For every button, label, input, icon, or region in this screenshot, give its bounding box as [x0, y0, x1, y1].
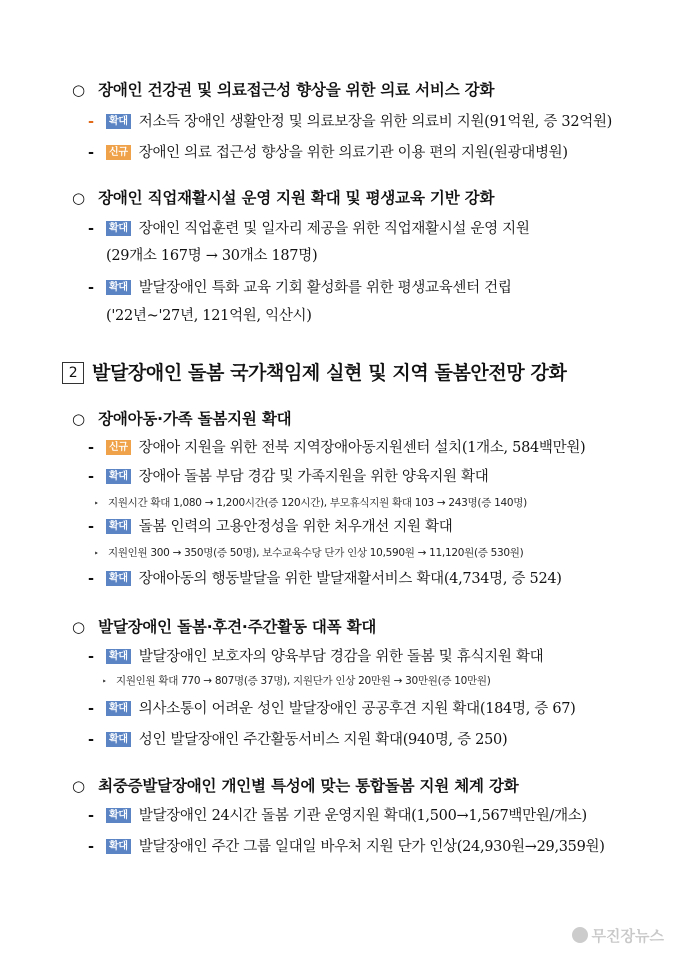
list-item-text: 발달장애인 보호자의 양육부담 경감을 위한 돌봄 및 휴식지원 확대 [138, 649, 544, 665]
note-text: 지원시간 확대 1,080 → 1,200시간(증 120시간), 부모휴식지원 확대 103 → 243명(증 140명) [108, 497, 527, 509]
list-item-continuation: (29개소 167명 → 30개소 187명) [106, 248, 318, 264]
triangle-bullet-icon: ‣ [94, 549, 99, 558]
status-badge: 신규 [106, 145, 131, 160]
status-badge: 확대 [106, 519, 131, 534]
section-title-text: 최중증발달장애인 개인별 특성에 맞는 통합돌봄 지원 체계 강화 [98, 777, 519, 795]
dash-bullet: - [88, 701, 94, 717]
section-title [72, 615, 376, 637]
dash-bullet: - [88, 440, 94, 456]
dash-bullet: - [88, 114, 94, 130]
circle-bullet: ○ [72, 189, 85, 207]
status-badge: 확대 [106, 808, 131, 823]
list-item-text: 의사소통이 어려운 성인 발달장애인 공공후견 지원 확대(184명, 증 67) [138, 701, 576, 717]
list-item [88, 110, 612, 131]
section-title [72, 78, 494, 100]
list-item [88, 567, 562, 588]
dash-bullet: - [88, 571, 94, 587]
chapter-heading-text: 발달장애인 돌봄 국가책임제 실현 및 지역 돌봄안전망 강화 [92, 362, 567, 384]
dash-bullet: - [88, 732, 94, 748]
list-item-text: 장애인 의료 접근성 향상을 위한 의료기관 이용 편의 지원(원광대병원) [138, 145, 568, 161]
circle-bullet: ○ [72, 410, 85, 428]
list-item [88, 217, 530, 238]
status-badge: 확대 [106, 649, 131, 664]
list-item [88, 835, 605, 856]
list-item-text: 발달장애인 24시간 돌봄 기관 운영지원 확대(1,500→1,567백만원/개소) [138, 808, 587, 824]
chapter-heading [62, 358, 566, 385]
status-badge: 확대 [106, 221, 131, 236]
list-item-text: 저소득 장애인 생활안정 및 의료보장을 위한 의료비 지원(91억원, 증 32억원) [138, 114, 613, 130]
note-text: 지원인원 300 → 350명(증 50명), 보수교육수당 단가 인상 10,590원 → 11,120원(증 530원) [108, 547, 524, 559]
status-badge: 확대 [106, 114, 131, 129]
list-item [88, 804, 587, 825]
list-item [88, 645, 543, 666]
list-item [88, 436, 585, 457]
watermark-text: 무진장뉴스 [591, 927, 664, 945]
dash-bullet: - [88, 469, 94, 485]
section-title [72, 407, 291, 429]
list-item [88, 515, 452, 536]
list-item-text: 장애아 돌봄 부담 경감 및 가족지원을 위한 양육지원 확대 [138, 469, 489, 485]
chapter-number-box: 2 [62, 362, 84, 384]
list-item-continuation: ('22년~'27년, 121억원, 익산시) [106, 308, 312, 324]
list-item-note [94, 495, 527, 510]
triangle-bullet-icon: ‣ [102, 677, 107, 686]
list-item-text: 장애아동의 행동발달을 위한 발달재활서비스 확대(4,734명, 증 524) [138, 571, 562, 587]
list-item-text: 돌봄 인력의 고용안정성을 위한 처우개선 지원 확대 [138, 519, 453, 535]
status-badge: 확대 [106, 839, 131, 854]
status-badge: 확대 [106, 732, 131, 747]
watermark-logo-icon [572, 927, 588, 943]
status-badge: 신규 [106, 440, 131, 455]
status-badge: 확대 [106, 469, 131, 484]
circle-bullet: ○ [72, 618, 85, 636]
section-title-text: 장애인 직업재활시설 운영 지원 확대 및 평생교육 기반 강화 [98, 189, 495, 207]
triangle-bullet-icon: ‣ [94, 499, 99, 508]
list-item [88, 465, 488, 486]
status-badge: 확대 [106, 701, 131, 716]
list-item [88, 276, 512, 297]
list-item [88, 728, 507, 749]
list-item-text: 장애인 직업훈련 및 일자리 제공을 위한 직업재활시설 운영 지원 [138, 221, 530, 237]
circle-bullet: ○ [72, 81, 85, 99]
section-title-text: 장애아동·가족 돌봄지원 확대 [98, 410, 292, 428]
dash-bullet: - [88, 519, 94, 535]
dash-bullet: - [88, 221, 94, 237]
status-badge: 확대 [106, 571, 131, 586]
section-title [72, 774, 519, 796]
dash-bullet: - [88, 280, 94, 296]
list-item-text: 장애아 지원을 위한 전북 지역장애아동지원센터 설치(1개소, 584백만원) [138, 440, 586, 456]
list-item-text: 발달장애인 주간 그룹 일대일 바우처 지원 단가 인상(24,930원→29,359원) [138, 839, 605, 855]
section-title-text: 발달장애인 돌봄·후견·주간활동 대폭 확대 [98, 618, 377, 636]
note-text: 지원인원 확대 770 → 807명(증 37명), 지원단가 인상 20만원 → 30만원(증 10만원) [116, 675, 491, 687]
status-badge: 확대 [106, 280, 131, 295]
list-item-note [102, 673, 491, 688]
section-title [72, 186, 494, 208]
dash-bullet: - [88, 808, 94, 824]
dash-bullet: - [88, 839, 94, 855]
list-item-text: 성인 발달장애인 주간활동서비스 지원 확대(940명, 증 250) [138, 732, 508, 748]
dash-bullet: - [88, 145, 94, 161]
watermark [572, 925, 664, 946]
section-title-text: 장애인 건강권 및 의료접근성 향상을 위한 의료 서비스 강화 [98, 81, 495, 99]
list-item-text: 발달장애인 특화 교육 기회 활성화를 위한 평생교육센터 건립 [138, 280, 512, 296]
list-item-note [94, 545, 523, 560]
dash-bullet: - [88, 649, 94, 665]
list-item [88, 697, 576, 718]
list-item [88, 141, 568, 162]
circle-bullet: ○ [72, 777, 85, 795]
